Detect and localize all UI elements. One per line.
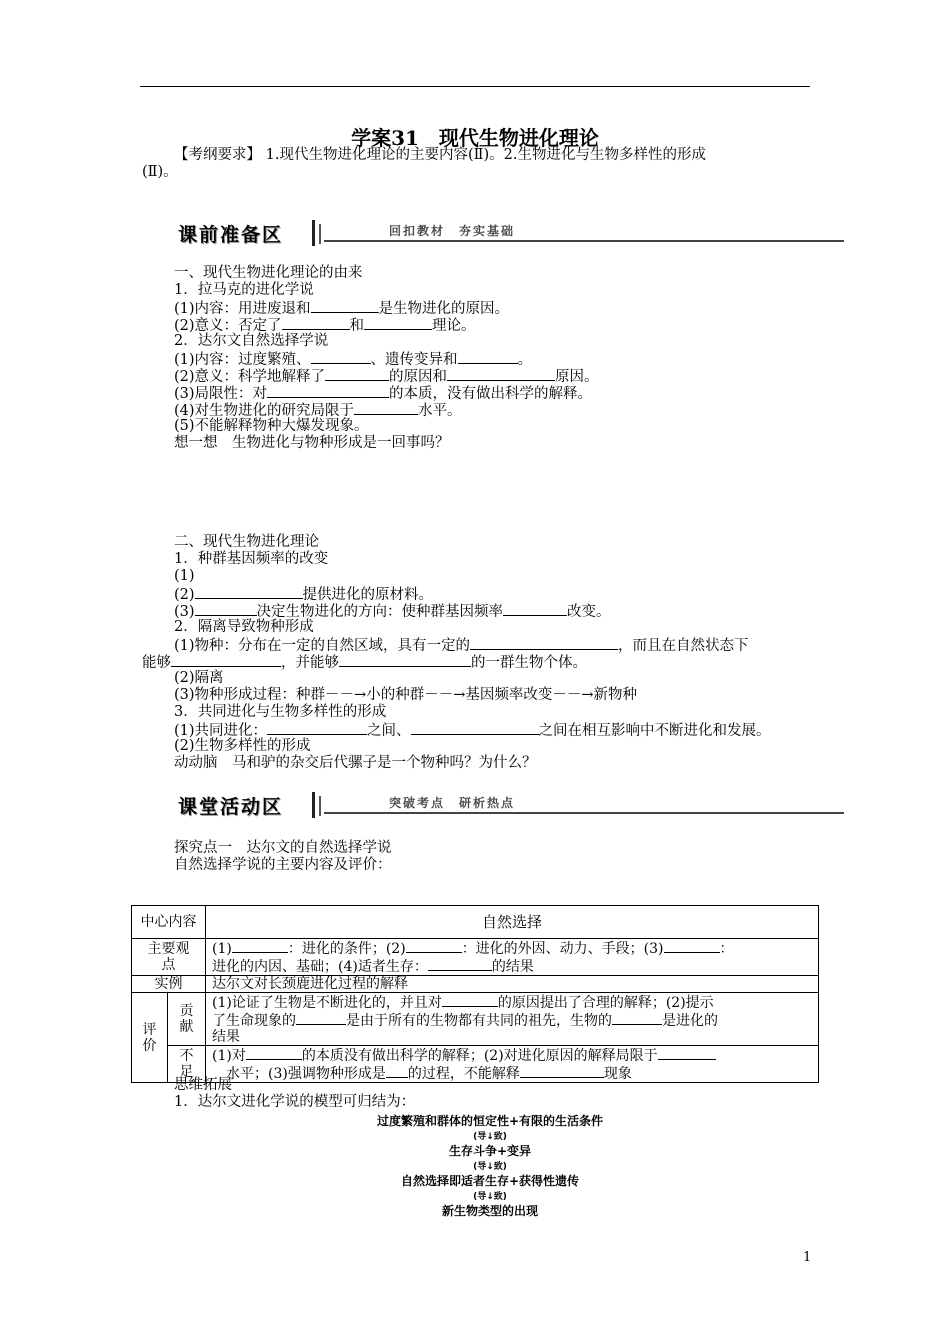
answer-blank[interactable]	[406, 939, 462, 953]
flow-step: 自然选择即适者生存+获得性遗传	[400, 1174, 580, 1188]
table-text: 结果	[212, 1029, 240, 1045]
page-title: 学案31 现代生物进化理论	[351, 126, 599, 150]
banner-label: 课前准备区	[174, 218, 289, 248]
table-cell: 贡献	[168, 993, 206, 1046]
s1-line: (5)不能解释物种大爆发现象。	[174, 418, 369, 434]
table-cell: 评价	[132, 993, 168, 1083]
answer-blank[interactable]	[428, 957, 492, 971]
header-rule	[140, 86, 810, 87]
answer-blank[interactable]	[470, 636, 618, 650]
s2-line: (1)	[174, 568, 195, 584]
s2-line: (3) 决定生物进化的方向：使种群基因频率 改变。	[174, 604, 611, 620]
s1-line: (2)意义：否定了 和 理论。	[174, 318, 476, 334]
answer-blank[interactable]	[339, 653, 471, 667]
s2-line: 能够 ，并能够 的一群生物个体。	[142, 655, 587, 671]
s2-line: 2．隔离导致物种形成	[174, 619, 314, 635]
table-cell: 主要观点	[132, 939, 206, 976]
table-row	[132, 906, 819, 939]
table-cell: (1)论证了生物是不断进化的，并且对 的原因提出了合理的解释；(2)提示 了生命现象的 是由于所有的生物都有共同的祖先，生物的 是进化的 结果	[206, 993, 819, 1046]
s1-line: 2．达尔文自然选择学说	[174, 333, 329, 349]
answer-blank[interactable]	[296, 1011, 346, 1025]
flow-step: 生存斗争+变异	[448, 1144, 532, 1158]
answer-blank[interactable]	[282, 316, 350, 330]
s1-line: 1．拉马克的进化学说	[174, 282, 314, 298]
table-cell: 中心内容	[132, 906, 206, 939]
table-row	[132, 1046, 819, 1083]
s2-line: 3．共同进化与生物多样性的形成	[174, 704, 387, 720]
answer-blank[interactable]	[658, 1046, 716, 1060]
answer-blank[interactable]	[267, 384, 389, 398]
s1-line: (4)对生物进化的研究局限于 水平。	[174, 403, 462, 419]
banner-subtitle: 突破考点 研析热点	[389, 796, 516, 810]
arrow-icon: －－→	[325, 687, 367, 703]
table-cell: 不足	[168, 1046, 206, 1083]
s2-line: 1．种群基因频率的改变	[174, 551, 329, 567]
answer-blank[interactable]	[442, 993, 498, 1007]
banner-bar	[319, 796, 321, 816]
s2-line: (3)物种形成过程：种群－－→小的种群－－→基因频率改变－－→新物种	[174, 687, 638, 703]
answer-blank[interactable]	[195, 585, 303, 599]
arrow-icon: －－→	[424, 687, 466, 703]
answer-blank[interactable]	[354, 401, 418, 415]
table-row	[132, 939, 819, 976]
banner-subtitle: 回扣教材 夯实基础	[389, 224, 516, 238]
answer-blank[interactable]	[267, 721, 367, 735]
requirement-line	[174, 147, 706, 164]
answer-blank[interactable]	[364, 316, 432, 330]
flow-step: 新生物类型的出现	[441, 1204, 538, 1218]
table-cell: (1) ：进化的条件；(2) ：进化的外因、动力、手段；(3) ： 进化的内因、基础；(4)适者生存： 的结果	[206, 939, 819, 976]
natural-selection-table	[131, 905, 819, 1083]
requirement-label: 【考纲要求】	[174, 147, 261, 163]
answer-blank[interactable]	[311, 299, 379, 313]
answer-blank[interactable]	[232, 939, 288, 953]
s4-heading: 思维拓展	[174, 1077, 232, 1093]
answer-blank[interactable]	[195, 602, 257, 616]
think-question: 想一想 生物进化与物种形成是一回事吗？	[174, 435, 450, 451]
section-banner-prep	[174, 218, 844, 248]
s2-line: (1)共同进化： 之间、 之间在相互影响中不断进化和发展。	[174, 723, 771, 739]
s2-line: (1)物种：分布在一定的自然区域，具有一定的 ，而且在自然状态下	[174, 638, 749, 654]
s1-line: (1)内容：过度繁殖、 、遗传变异和 。	[174, 352, 533, 368]
banner-label: 课堂活动区	[174, 790, 289, 820]
requirement-line-2: (Ⅱ)。	[142, 164, 178, 180]
move-question: 动动脑 马和驴的杂交后代骡子是一个物种吗？为什么？	[174, 755, 537, 771]
banner-bar	[312, 792, 315, 818]
answer-blank[interactable]	[503, 602, 567, 616]
table-cell: 自然选择	[206, 906, 819, 939]
table-cell: (1)对 的本质没有做出科学的解释；(2)对进化原因的解释局限于 水平；(3)强调物种形成是 的过程，不能解释 现象	[206, 1046, 819, 1083]
answer-blank[interactable]	[171, 653, 281, 667]
s2-line: (2) 提供进化的原材料。	[174, 587, 434, 603]
answer-blank[interactable]	[458, 350, 518, 364]
arrow-icon: －－→	[552, 687, 594, 703]
answer-blank[interactable]	[311, 350, 371, 364]
evolution-model-flow	[300, 1112, 680, 1219]
answer-blank[interactable]	[612, 1011, 662, 1025]
s2-line: (2)隔离	[174, 670, 224, 686]
answer-blank[interactable]	[664, 939, 720, 953]
s3-heading: 探究点一 达尔文的自然选择学说	[174, 840, 392, 856]
flow-arrow-icon: (导↓致)	[473, 1192, 507, 1202]
flow-arrow-icon: (导↓致)	[473, 1132, 507, 1142]
answer-blank[interactable]	[520, 1064, 604, 1078]
banner-rule	[324, 812, 844, 814]
s1-line: (2)意义：科学地解释了 的原因和 原因。	[174, 369, 599, 385]
answer-blank[interactable]	[246, 1046, 302, 1060]
requirement-text: 1.现代生物进化理论的主要内容(Ⅱ)。2.生物进化与生物多样性的形成	[265, 147, 706, 163]
flow-arrow-icon: (导↓致)	[473, 1162, 507, 1172]
answer-blank[interactable]	[386, 1064, 408, 1078]
s4-line: 1．达尔文进化学说的模型可归结为：	[174, 1094, 416, 1110]
flow-step: 过度繁殖和群体的恒定性+有限的生活条件	[376, 1114, 604, 1128]
section-banner-class	[174, 790, 844, 820]
answer-blank[interactable]	[447, 367, 555, 381]
s1-line: (1)内容：用进废退和 是生物进化的原因。	[174, 301, 510, 317]
banner-rule	[324, 240, 844, 242]
banner-bar	[319, 224, 321, 244]
table-cell: 达尔文对长颈鹿进化过程的解释	[206, 976, 819, 993]
answer-blank[interactable]	[411, 721, 539, 735]
s1-line: (3)局限性：对 的本质，没有做出科学的解释。	[174, 386, 593, 402]
table-row	[132, 976, 819, 993]
s3-line: 自然选择学说的主要内容及评价：	[174, 857, 392, 873]
page-number: 1	[803, 1250, 812, 1265]
banner-bar	[312, 220, 315, 246]
table-row	[132, 993, 819, 1046]
s1-heading: 一、现代生物进化理论的由来	[174, 265, 363, 281]
s2-line: (2)生物多样性的形成	[174, 738, 311, 754]
s2-heading: 二、现代生物进化理论	[174, 534, 319, 550]
answer-blank[interactable]	[325, 367, 389, 381]
table-cell: 实例	[132, 976, 206, 993]
